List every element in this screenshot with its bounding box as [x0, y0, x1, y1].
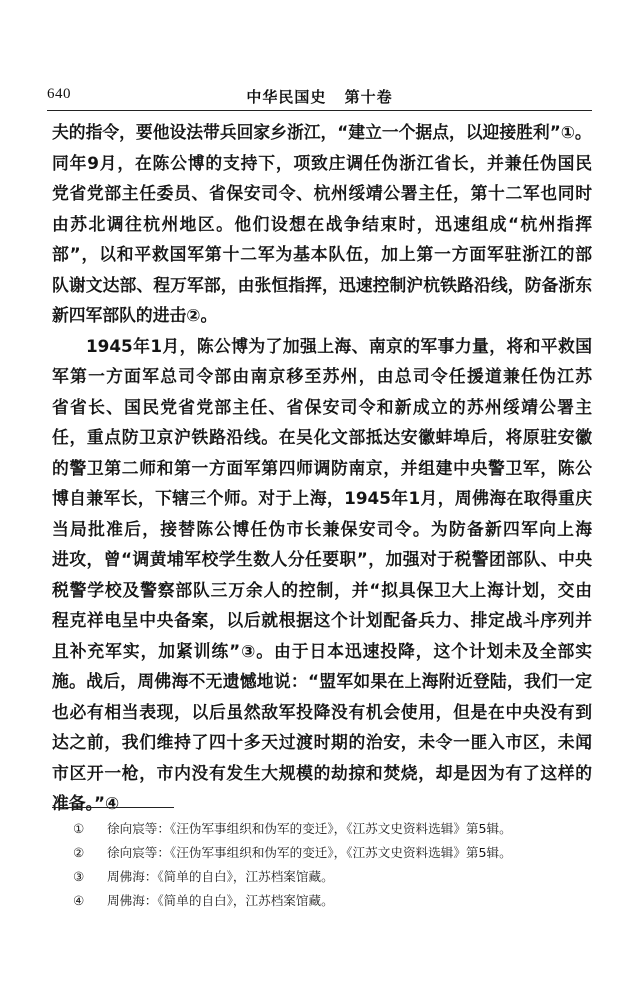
text-line: 也必有相当表现，以后虽然敌军投降没有机会使用，但是在中央没有到: [52, 701, 592, 722]
footnote-text: 徐向宸等：《汪伪军事组织和伪军的变迁》，《江苏文史资料选辑》第5辑。: [107, 845, 512, 860]
text-line: 军第一方面军总司令部由南京移至苏州，由总司令任援道兼任伪江苏: [52, 366, 592, 386]
footnotes: [73, 817, 573, 913]
text-line: 由苏北调往杭州地区。他们设想在战争结束时，迅速组成“杭州指挥: [52, 213, 592, 234]
text-line: 市区开一枪，市内没有发生大规模的劫掠和焚烧，却是因为有了这样的: [52, 762, 592, 783]
text-line: 的警卫第二师和第一方面军第四师调防南京，并组建中央警卫军，陈公: [52, 457, 592, 478]
footnote-text: 徐向宸等：《汪伪军事组织和伪军的变迁》，《江苏文史资料选辑》第5辑。: [107, 821, 512, 836]
footnote-mark: ③: [73, 869, 85, 884]
header-rule: [47, 110, 592, 111]
running-title: [47, 86, 592, 107]
paragraph-first-line: 1945年1月，陈公博为了加强上海、南京的军事力量，将和平救国: [86, 335, 592, 356]
footnote: [73, 889, 573, 913]
footnote-mark: ②: [73, 845, 85, 860]
footnote: [73, 841, 573, 865]
text-line: 党省党部主任委员、省保安司令、杭州绥靖公署主任，第十二军也同时: [52, 183, 592, 203]
footnote: [73, 865, 573, 889]
footnote-mark: ④: [73, 893, 85, 908]
running-header: [47, 86, 592, 110]
text-line: 同年9月，在陈公博的支持下，项致庄调任伪浙江省长，并兼任伪国民: [52, 152, 592, 173]
footnote-mark: ①: [73, 821, 85, 836]
book-title: 中华民国史: [246, 88, 327, 106]
text-line: 部”，以和平救国军第十二军为基本队伍，加上第一方面军驻浙江的部: [52, 244, 592, 264]
text-line: 夫的指令，要他设法带兵回家乡浙江，“建立一个据点，以迎接胜利”①。: [52, 122, 592, 142]
footnote-text: 周佛海：《简单的自白》，江苏档案馆藏。: [107, 869, 334, 884]
text-line: 任，重点防卫京沪铁路沿线。在吴化文部抵达安徽蚌埠后，将原驻安徽: [52, 427, 592, 447]
footnote-text: 周佛海：《简单的自白》，江苏档案馆藏。: [107, 893, 334, 908]
footnote: [73, 817, 573, 841]
text-line: 准备。”④: [52, 793, 120, 813]
text-line: 当局批准后，接替陈公博任伪市长兼保安司令。为防备新四军向上海: [52, 518, 592, 539]
text-line: 施。战后，周佛海不无遗憾地说：“盟军如果在上海附近登陆，我们一定: [52, 671, 592, 691]
text-line: 税警学校及警察部队三万余人的控制，并“拟具保卫大上海计划，交由: [52, 579, 592, 600]
text-line: 博自兼军长，下辖三个师。对于上海，1945年1月，周佛海在取得重庆: [52, 488, 592, 508]
text-line: 程克祥电呈中央备案，以后就根据这个计划配备兵力、排定战斗序列并: [52, 610, 592, 630]
footnote-separator: [52, 807, 174, 808]
volume-label: 第十卷: [344, 88, 393, 106]
text-line: 进攻，曾“调黄埔军校学生数人分任要职”，加强对于税警团部队、中央: [52, 549, 592, 569]
text-line: 达之前，我们维持了四十多天过渡时期的治安，未令一匪入市区，未闻: [52, 732, 592, 752]
text-line: 队谢文达部、程万军部，由张恒指挥，迅速控制沪杭铁路沿线，防备浙东: [52, 274, 592, 295]
text-line: 新四军部队的进击②。: [52, 305, 218, 325]
text-line: 且补充军实，加紧训练”③。由于日本迅速投降，这个计划未及全部实: [52, 640, 592, 661]
body-text: [52, 117, 592, 819]
text-line: 省省长、国民党省党部主任、省保安司令和新成立的苏州绥靖公署主: [52, 396, 592, 417]
page-number: 640: [47, 86, 71, 102]
